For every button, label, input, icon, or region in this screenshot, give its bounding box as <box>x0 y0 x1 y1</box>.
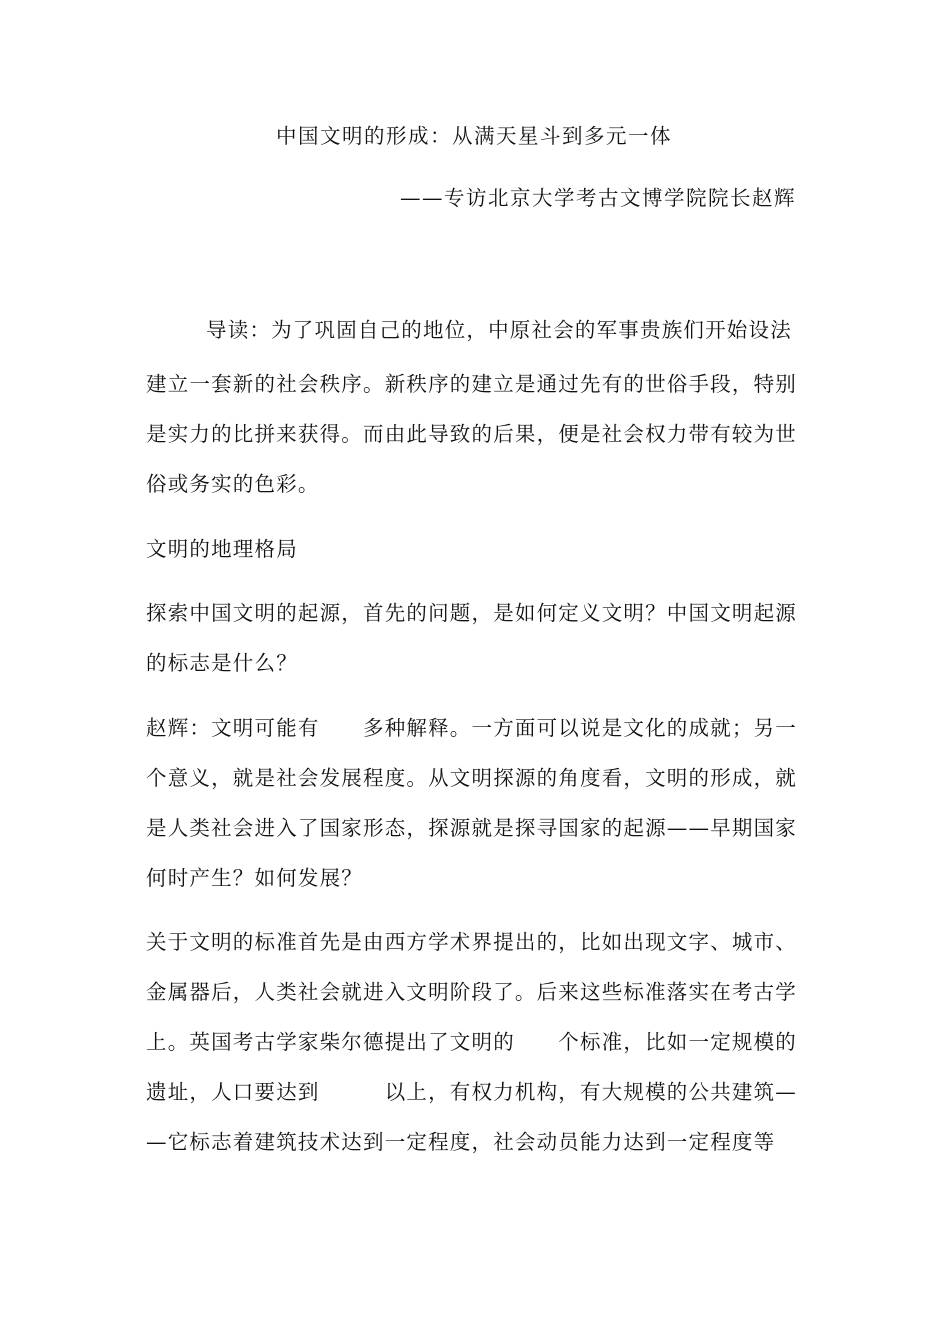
intro-line: 是实力的比拼来获得。而由此导致的后果，便是社会权力带有较为世 <box>146 422 797 446</box>
answer-line: 是人类社会进入了国家形态，探源就是探寻国家的起源——早期国家 <box>146 816 797 840</box>
answer-line: 赵辉：文明可能有 多种解释。一方面可以说是文化的成就；另一 <box>146 716 797 740</box>
document-title: 中国文明的形成：从满天星斗到多元一体 <box>276 124 672 148</box>
question-line: 的标志是什么？ <box>146 651 298 675</box>
paragraph-line: 上。英国考古学家柴尔德提出了文明的 个标准，比如一定规模的 <box>146 1030 797 1054</box>
paragraph-line: 关于文明的标准首先是由西方学术界提出的，比如出现文字、城市、 <box>146 930 797 954</box>
section-heading: 文明的地理格局 <box>146 537 298 561</box>
document-subtitle: ——专访北京大学考古文博学院院长赵辉 <box>400 186 796 210</box>
intro-line: 导读：为了巩固自己的地位，中原社会的军事贵族们开始设法 <box>206 318 792 342</box>
answer-line: 个意义，就是社会发展程度。从文明探源的角度看，文明的形成，就 <box>146 766 797 790</box>
answer-line: 何时产生？如何发展？ <box>146 866 363 890</box>
intro-line: 建立一套新的社会秩序。新秩序的建立是通过先有的世俗手段，特别 <box>146 372 797 396</box>
paragraph-line: —它标志着建筑技术达到一定程度，社会动员能力达到一定程度等 <box>146 1130 776 1154</box>
paragraph-line: 金属器后，人类社会就进入文明阶段了。后来这些标准落实在考古学 <box>146 980 797 1004</box>
question-line: 探索中国文明的起源，首先的问题，是如何定义文明？中国文明起源 <box>146 601 797 625</box>
intro-line: 俗或务实的色彩。 <box>146 472 320 496</box>
paragraph-line: 遗址，人口要达到 以上，有权力机构，有大规模的公共建筑— <box>146 1080 797 1104</box>
